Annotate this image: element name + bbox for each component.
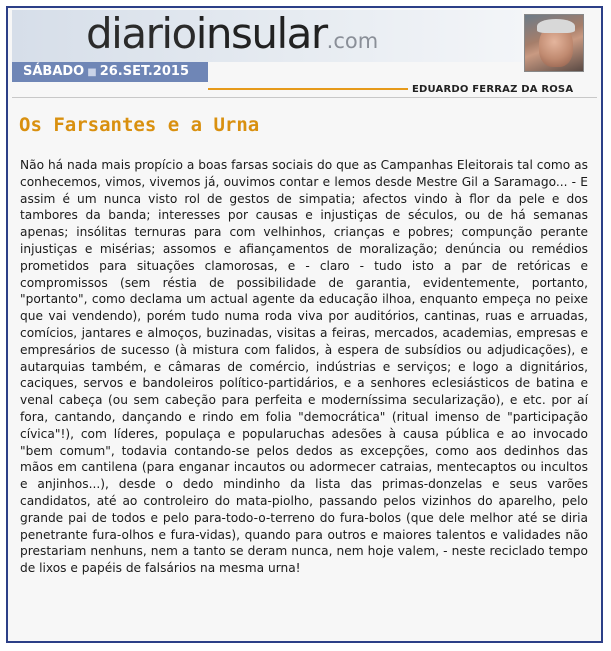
logo-insular: insular <box>195 9 327 58</box>
site-logo[interactable] <box>86 6 378 69</box>
header-divider <box>12 97 597 98</box>
date-day: SÁBADO <box>23 64 85 79</box>
logo-diario: diario <box>86 9 196 58</box>
date-bar <box>12 62 208 82</box>
article-body: Não há nada mais propício a boas farsas sociais do que as Campanhas Eleitorais tal como as conhecemos, vimos, vivemos já, ouvimos contar e lemos desde Mestre Gil a Saramago... - E assim é um nunca visto rol de gestos de simpatia; afectos vindo à flor da pele e dos tambores da banda; interesses por causas e injustiças de séculos, ou de há semanas apenas; insólitas ternuras para com velhinhos, crianças e pobres; compunção perante injustiças e misérias; assomos e afiançamentos de moralização; denúncia ou remédios prometidos para situações clamorosas, e - claro - tudo isto a par de retóricas e compromissos (sem réstia de possibilidade de garantia, evidentemente, portanto, "portanto", como declama um actual agente da educação ilhoa, enquanto empeça no peixe que vai vendendo), porém tudo numa roda viva por auditórios, cantinas, ruas e arruadas, comícios, jantares e almoços, buzinadas, visitas a feiras, mercados, academias, empresas e empresários de sucesso (à mistura com falidos, à espera de subsídios ou adjudicações), e autarquias também, e câmaras de comércio, indústrias e serviços; e logo a dignitários, caciques, servos e bandoleiros político-partidários, e a senhores eclesiásticos de batina e venal cabeça (ou sem cabeção para perfeita e moderníssima secularização), e etc. por aí fora, cantando, dançando e rindo em folia "democrática" (ritual imenso de "participação cívica"!), com líderes, populaça e popularuchas adesões à causa pública e ao invocado "bem comum", todavia contando-se pelos dedos as excepções, como aos dedinhos das mãos em cantilena (para enganar incautos ou adormecer catraias, mentecaptos ou incultos e anjinhos...), desde o dedo mindinho da lista das primas-donzelas e seus varões candidatos, até ao controleiro do mata-piolho, passando pelos vizinhos do aparelho, pelo grande pai de todos e pelo para-todo-o-terreno do fura-bolos (que dele melhor até se diria penetrante fura-olhos e fura-vidas), quando para outros e maiores talentos e validades não prestariam nenhuns, nem a tanto se deram nunca, nem hoje valem, - neste reciclado tempo de lixos e papéis de falsários na mesma urna! <box>20 158 588 576</box>
orange-divider <box>208 88 408 90</box>
date-separator-icon: ■ <box>87 67 97 78</box>
date-value: 26.SET.2015 <box>99 64 189 79</box>
article-title: Os Farsantes e a Urna <box>19 114 260 136</box>
author-hair-shape <box>537 19 575 33</box>
author-photo <box>524 14 584 72</box>
masthead-banner <box>12 10 522 62</box>
author-name: EDUARDO FERRAZ DA ROSA <box>412 84 574 95</box>
logo-dotcom: .com <box>326 29 379 53</box>
